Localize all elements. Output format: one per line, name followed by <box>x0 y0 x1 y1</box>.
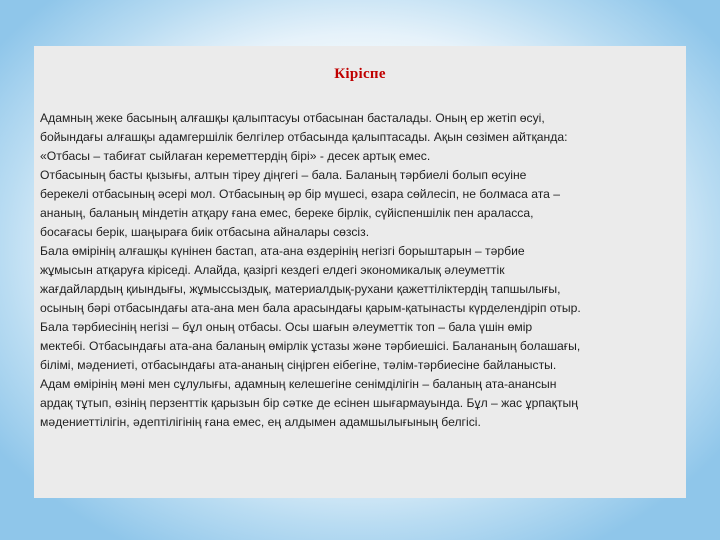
body-line: жағдайлардың қиындығы, жұмыссыздық, материалдық-рухани қажеттіліктердің тапшылығы, <box>40 282 561 296</box>
body-line: мәдениеттілігін, әдептілігінің ғана емес, ең алдымен адамшылығының белгісі. <box>40 415 481 429</box>
slide-title: Кіріспе <box>334 66 386 82</box>
body-line: берекелі отбасының әсері мол. Отбасының әр бір мүшесі, өзара сөйлесіп, не болмаса ата – <box>40 187 561 201</box>
body-line: «Отбасы – табиғат сыйлаған кереметтердің бірі» - десек артық емес. <box>40 149 431 163</box>
body-line: осының бәрі отбасындағы ата-ана мен бала арасындағы қарым-қатынасты күрделендіріп отыр. <box>40 301 581 315</box>
body-line: босағасы берік, шаңыраға биік отбасына айналары сөзсіз. <box>40 225 370 239</box>
body-line: Бала тәрбиесінің негізі – бұл оның отбасы. Осы шағын әлеуметтік топ – бала үшін өмір <box>40 320 533 334</box>
body-line: бойындағы алғашқы адамгершілік белгілер отбасында қалыптасады. Ақын сөзімен айтқанда: <box>40 130 568 144</box>
body-line: білімі, мәдениеті, отбасындағы ата-ананың сіңірген еібегіне, тәлім-тәрбиесіне байланысты. <box>40 358 557 372</box>
body-line: Бала өмірінің алғашқы күнінен бастап, ата-ана өздерінің негізгі борыштарын – тәрбие <box>40 244 525 258</box>
body-line: Адам өмірінің мәні мен сұлулығы, адамның келешегіне сенімділігін – баланың ата-анансын <box>40 377 557 391</box>
body-line: Отбасының басты қызығы, алтын тіреу діңгегі – бала. Баланың тәрбиелі болып өсуіне <box>40 168 527 182</box>
body-line: жұмысын атқаруға кіріседі. Алайда, қазіргі кездегі елдегі экономикалық әлеуметтік <box>40 263 505 277</box>
body-line: ардақ тұтып, өзінің перзенттік қарызын бір сәтке де есінен шығармауында. Бұл – жас ұрпақтың <box>40 396 579 410</box>
body-line: ананың, баланың міндетін атқару ғана емес, береке бірлік, сүйіспеншілік пен араласса, <box>40 206 534 220</box>
slide-body <box>40 109 690 432</box>
body-line: мектебі. Отбасындағы ата-ана баланың өмірлік ұстазы және тәрбиешісі. Балананың болашағы, <box>40 339 581 353</box>
body-line: Адамның жеке басының алғашқы қалыптасуы отбасынан басталады. Оның ер жетіп өсуі, <box>40 111 545 125</box>
